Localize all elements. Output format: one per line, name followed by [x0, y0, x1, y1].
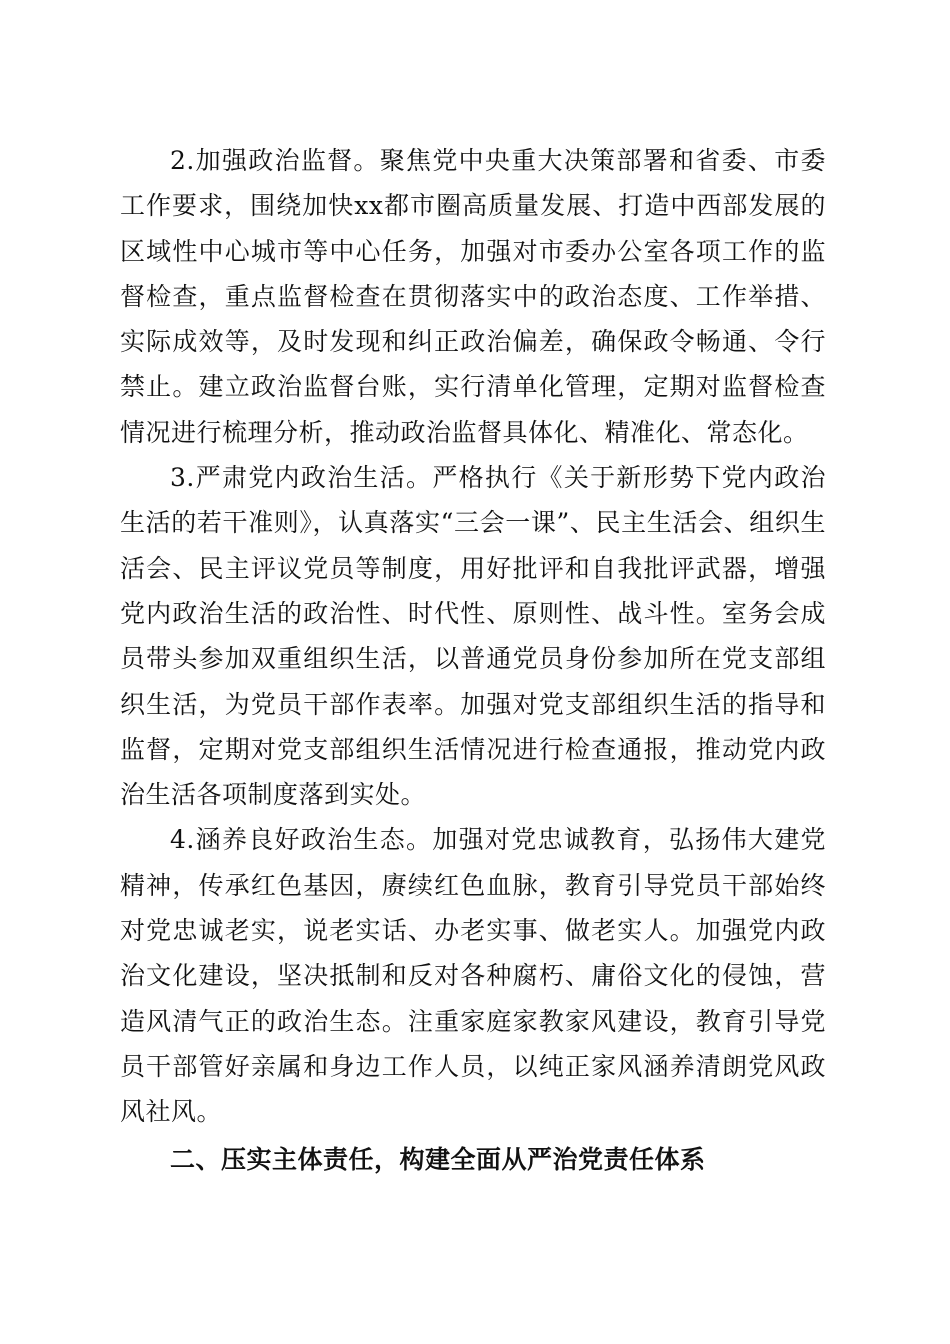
paragraph-political-supervision: 2.加强政治监督。聚焦党中央重大决策部署和省委、市委工作要求，围绕加快xx都市圈高质量发展、打造中西部发展的区域性中心城市等中心任务，加强对市委办公室各项工作的监督检查，重点监督检查在贯彻落实中的政治态度、工作举措、实际成效等，及时发现和纠正政治偏差，确保政令畅通、令行禁止。建立政治监督台账，实行清单化管理，定期对监督检查情况进行梳理分析，推动政治监督具体化、精准化、常态化。: [120, 146, 826, 447]
document-body: [120, 138, 826, 1182]
paragraph-political-ecology: 4.涵养良好政治生态。加强对党忠诚教育，弘扬伟大建党精神，传承红色基因，赓续红色血脉，教育引导党员干部始终对党忠诚老实，说老实话、办老实事、做老实人。加强党内政治文化建设，坚决抵制和反对各种腐朽、庸俗文化的侵蚀，营造风清气正的政治生态。注重家庭家教家风建设，教育引导党员干部管好亲属和身边工作人员，以纯正家风涵养清朗党风政风社风。: [120, 825, 826, 1127]
paragraph-party-political-life: 3.严肃党内政治生活。严格执行《关于新形势下党内政治生活的若干准则》，认真落实“三会一课”、民主生活会、组织生活会、民主评议党员等制度，用好批评和自我批评武器，增强党内政治生活的政治性、时代性、原则性、战斗性。室务会成员带头参加双重组织生活，以普通党员身份参加所在党支部组织生活，为党员干部作表率。加强对党支部组织生活的指导和监督，定期对党支部组织生活情况进行检查通报，推动党内政治生活各项制度落到实处。: [120, 463, 826, 810]
section-heading: 二、压实主体责任，构建全面从严治党责任体系: [170, 1144, 706, 1174]
